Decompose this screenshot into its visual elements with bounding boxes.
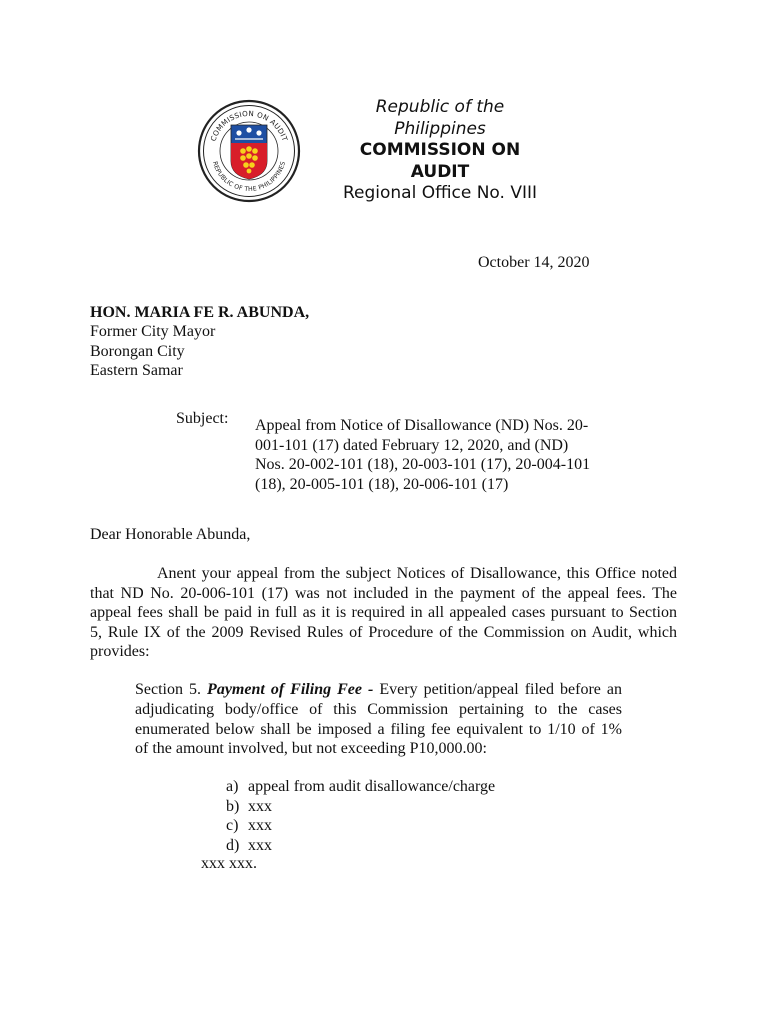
- body-line: Anent your appeal from the subject Notices of Disallowance, this Office noted: [157, 565, 677, 582]
- seal-graphic: [197, 99, 301, 203]
- list-item-text: xxx: [248, 836, 272, 854]
- addressee-province: Eastern Samar: [90, 361, 183, 379]
- quoted-rule: [135, 680, 622, 759]
- subject-label: Subject:: [176, 410, 229, 427]
- addressee-position: Former City Mayor: [90, 323, 216, 341]
- subject-text: [255, 416, 605, 494]
- section-title: Payment of Filing Fee -: [207, 681, 374, 698]
- letterhead-commission-line: COMMISSION ON: [359, 140, 521, 160]
- lettered-list: [226, 777, 495, 855]
- list-item-label: b): [226, 797, 240, 815]
- list-item: [226, 797, 495, 817]
- quote-first-line-text: Every petition/appeal filed before an: [379, 681, 623, 698]
- list-item-text: appeal from audit disallowance/charge: [248, 778, 496, 795]
- subject-line: Appeal from Notice of Disallowance (ND) Nos. 20-: [255, 417, 589, 434]
- body-line: provides:: [90, 643, 150, 660]
- body-line: that ND No. 20-006-101 (17) was not included in the payment of the appeal fees. The: [90, 584, 677, 602]
- list-item-label: c): [226, 817, 239, 835]
- quote-line: of the amount involved, but not exceeding P10,000.00:: [135, 740, 487, 758]
- letterhead-philippines-line: Philippines: [394, 118, 486, 139]
- quote-line: enumerated below shall be imposed a filing fee equivalent to 1/10 of 1%: [135, 720, 622, 738]
- section-number: Section 5.: [135, 681, 202, 698]
- list-item: [226, 836, 495, 856]
- list-item-label: d): [226, 836, 240, 854]
- quote-first-line: [135, 680, 622, 700]
- seal-bottom-text: REPUBLIC OF THE PHILIPPINES: [210, 160, 288, 194]
- addressee-city: Borongan City: [90, 342, 185, 360]
- list-item-label: a): [226, 778, 239, 795]
- subject-line: Nos. 20-002-101 (18), 20-003-101 (17), 20-004-101: [255, 456, 591, 474]
- commission-on-audit-seal: [197, 99, 301, 203]
- letter-date: October 14, 2020: [478, 254, 590, 271]
- quote-line: adjudicating body/office of this Commission pertaining to the cases: [135, 700, 622, 718]
- salutation: Dear Honorable Abunda,: [90, 526, 251, 543]
- quote-ending: xxx xxx.: [201, 855, 257, 872]
- letterhead-audit-line: AUDIT: [410, 161, 470, 182]
- letterhead-regional-office: Regional Office No. VIII: [342, 183, 538, 203]
- list-item: [226, 816, 495, 836]
- body-line: 5, Rule IX of the 2009 Revised Rules of Procedure of the Commission on Audit, which: [90, 623, 677, 641]
- seal-top-text: COMMISSION ON AUDIT: [208, 108, 290, 143]
- list-item: [226, 777, 495, 797]
- addressee-block: [90, 303, 309, 380]
- letterhead: [325, 97, 555, 205]
- addressee-name: HON. MARIA FE R. ABUNDA,: [90, 304, 310, 321]
- list-item-text: xxx: [248, 817, 272, 835]
- subject-line: (18), 20-005-101 (18), 20-006-101 (17): [255, 475, 509, 493]
- subject-line: 001-101 (17) dated February 12, 2020, and (ND): [255, 436, 569, 454]
- list-item-text: xxx: [248, 797, 272, 815]
- letterhead-republic-line: Republic of the: [375, 97, 505, 117]
- body-paragraph: [90, 564, 677, 662]
- body-line: appeal fees shall be paid in full as it is required in all appealed cases pursuant to Section: [90, 604, 677, 621]
